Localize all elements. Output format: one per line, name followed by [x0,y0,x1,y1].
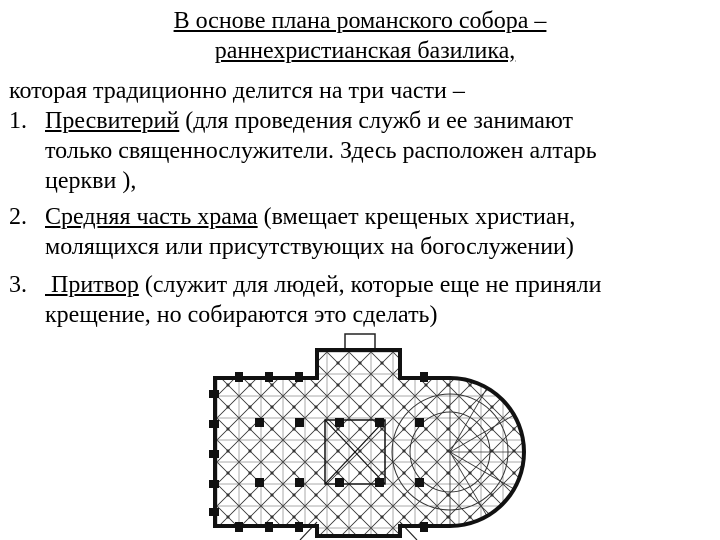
slide-title [0,6,720,66]
item-continuation: церкви ), [45,168,137,194]
term-nave: Средняя часть храма [45,204,258,230]
item-continuation: крещение, но собираются это сделать) [45,302,438,328]
title-line-1: В основе плана романского собора – [173,8,547,34]
list-item-nave [9,202,575,262]
list-item-presbytery [9,106,597,196]
item-continuation: молящихся или присутствующих на богослужении) [45,234,574,260]
item-text: (вмещает крещеных христиан, [257,204,576,230]
title-line-2: раннехристианская базилика, [214,38,516,64]
basilica-floor-plan-icon [195,330,695,540]
term-narthex: Притвор [45,272,139,298]
term-presbytery: Пресвитерий [45,108,180,134]
item-text: (служит для людей, которые еще не приняли [138,272,602,298]
list-number: 1. [9,108,27,134]
list-number: 2. [9,204,27,230]
item-continuation: только священнослужители. Здесь расположен алтарь [45,138,597,164]
intro-text: которая традиционно делится на три части – [9,78,465,104]
item-text: (для проведения служб и ее занимают [179,108,573,134]
list-number: 3. [9,272,27,298]
list-item-narthex [9,270,601,330]
